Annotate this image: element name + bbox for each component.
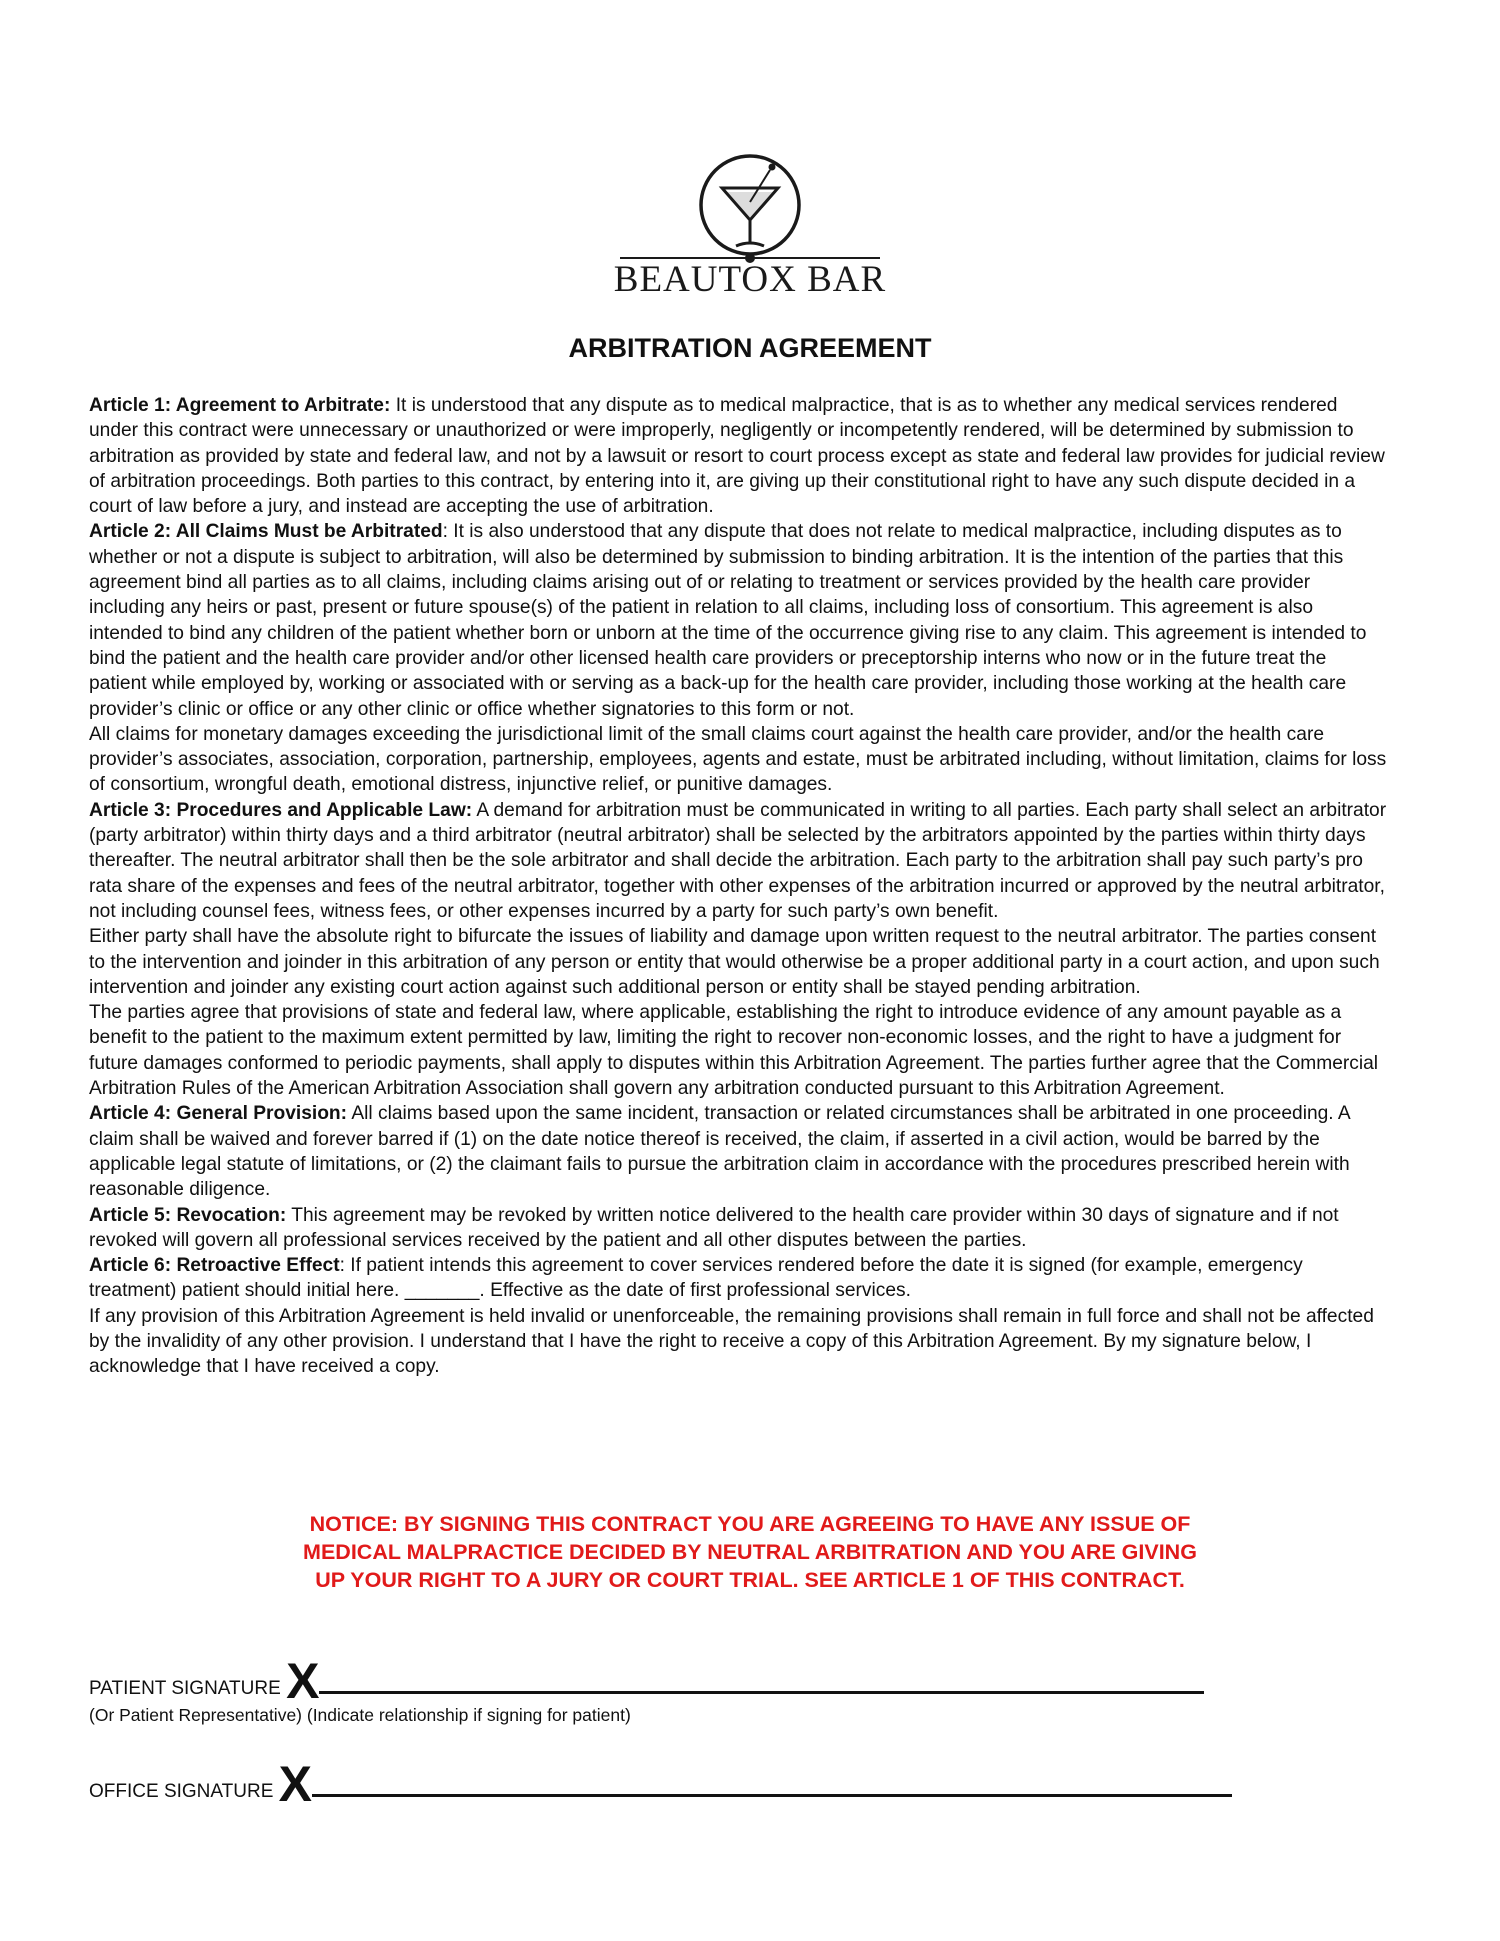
article-6 <box>89 1253 1389 1304</box>
office-signature-row <box>89 1755 1232 1813</box>
arbitration-notice <box>0 1510 1500 1594</box>
article-3-text: A demand for arbitration must be communicated in writing to all parties. Each party shall select an arbitrator (party arbitrator) within thirty days and a third arbitrator (neutral arbitrator) shall be selected by the arbitrators appointed by the parties within thirty days thereafter. The neutral arbitrator shall then be the sole arbitrator and shall decide the arbitration. Each party to the arbitration shall pay such party’s pro rata share of the expenses and fees of the neutral arbitrator, together with other expenses of the arbitration incurred or approved by the neutral arbitrator, not including counsel fees, witness fees, or other expenses incurred by a party for such party’s own benefit. <box>89 799 1387 922</box>
patient-signature-line[interactable] <box>319 1690 1204 1694</box>
article-2-paragraph-2: All claims for monetary damages exceeding the jurisdictional limit of the small claims court against the health care provider, and/or the health care provider’s associates, association, corporation, partnership, employees, agents and estate, must be arbitrated including, without limitation, claims for loss of consortium, wrongful death, emotional distress, injunctive relief, or punitive damages. <box>89 723 1387 796</box>
article-2-text: : It is also understood that any dispute that does not relate to medical malpractice, including disputes as to whether or not a dispute is subject to arbitration, will also be determined by submission to binding arbitration. It is the intention of the parties that this agreement bind all parties as to all claims, including claims arising out of or relating to treatment or services provided by the health care provider including any heirs or past, present or future spouse(s) of the patient in relation to all claims, including loss of consortium. This agreement is also intended to bind any children of the patient whether born or unborn at the time of the occurrence giving rise to any claim. This agreement is intended to bind the patient and the health care provider and/or other licensed health care providers or preceptorship interns who now or in the future treat the patient while employed by, working or associated with or serving as a back-up for the health care provider, including those working at the health care provider’s clinic or office or any other clinic or office whether signatories to this form or not. <box>89 521 1367 720</box>
notice-line-3: UP YOUR RIGHT TO A JURY OR COURT TRIAL. SEE ARTICLE 1 OF THIS CONTRACT. <box>315 1568 1185 1592</box>
article-4 <box>89 1101 1389 1202</box>
patient-signature-label: PATIENT SIGNATURE <box>89 1678 287 1699</box>
article-2 <box>89 519 1389 721</box>
patient-signature-note: (Or Patient Representative) (Indicate relationship if signing for patient) <box>89 1705 631 1725</box>
article-3 <box>89 798 1389 924</box>
article-1-text: It is understood that any dispute as to medical malpractice, that is as to whether any medical services rendered under this contract were unnecessary or unauthorized or were improperly, negligently or incompetently rendered, will be determined by submission to arbitration as provided by state and federal law, and not by a lawsuit or resort to court process except as state and federal law provides for judicial review of arbitration proceedings. Both parties to this contract, by entering into it, are giving up their constitutional right to have any such dispute decided in a court of law before a jury, and instead are accepting the use of arbitration. <box>89 395 1385 518</box>
patient-signature-mark: X <box>286 1653 320 1709</box>
article-5 <box>89 1203 1389 1254</box>
document-title: ARBITRATION AGREEMENT <box>568 333 932 363</box>
notice-line-1: NOTICE: BY SIGNING THIS CONTRACT YOU ARE AGREEING TO HAVE ANY ISSUE OF <box>309 1512 1191 1536</box>
article-2-heading: Article 2: All Claims Must be Arbitrated <box>89 521 443 543</box>
logo-text: BEAUTOX BAR <box>613 259 887 300</box>
article-5-heading: Article 5: Revocation: <box>89 1204 287 1226</box>
agreement-body <box>89 393 1389 1380</box>
notice-line-2: MEDICAL MALPRACTICE DECIDED BY NEUTRAL ARBITRATION AND YOU ARE GIVING <box>303 1540 1197 1564</box>
office-signature-mark: X <box>278 1756 313 1812</box>
article-6-text: : If patient intends this agreement to cover services rendered before the date it is signed (for example, emergency treatment) patient should initial here. _______. Effective as the date of first professional services. <box>89 1255 1303 1302</box>
office-signature-label: OFFICE SIGNATURE <box>89 1781 279 1802</box>
office-signature-line[interactable] <box>312 1793 1232 1797</box>
article-1 <box>89 393 1389 519</box>
article-3-paragraph-2: Either party shall have the absolute right to bifurcate the issues of liability and damage upon written request to the neutral arbitrator. The parties consent to the intervention and joinder in this arbitration of any person or entity that would otherwise be a proper additional party in a court action, and upon such intervention and joinder any existing court action against such additional person or entity shall be stayed pending arbitration. <box>89 926 1380 998</box>
article-1-heading: Article 1: Agreement to Arbitrate: <box>89 395 391 416</box>
patient-signature-row <box>89 1652 1204 1710</box>
article-3-paragraph-3: The parties agree that provisions of state and federal law, where applicable, establishing the right to introduce evidence of any amount payable as a benefit to the patient to the maximum extent permitted by law, limiting the right to recover non-economic losses, and the right to have a judgment for future damages conformed to periodic payments, shall apply to disputes within this Arbitration Agreement. The parties further agree that the Commercial Arbitration Rules of the American Arbitration Association shall govern any arbitration conducted pursuant to this Arbitration Agreement. <box>89 1002 1379 1100</box>
article-5-text: This agreement may be revoked by written notice delivered to the health care provider within 30 days of signature and if not revoked will govern all professional services received by the patient and all other disputes between the parties. <box>89 1204 1339 1251</box>
article-6-heading: Article 6: Retroactive Effect <box>89 1255 340 1277</box>
article-4-text: All claims based upon the same incident, transaction or related circumstances shall be arbitrated in one proceeding. A claim shall be waived and forever barred if (1) on the date notice thereof is received, the claim, if asserted in a civil action, would be barred by the applicable legal statute of limitations, or (2) the claimant fails to pursue the arbitration claim in accordance with the procedures prescribed herein with reasonable diligence. <box>89 1103 1350 1201</box>
article-4-heading: Article 4: General Provision: <box>89 1103 348 1125</box>
article-6-paragraph-2: If any provision of this Arbitration Agreement is held invalid or unenforceable, the remaining provisions shall remain in full force and shall not be affected by the invalidity of any other provision. I understand that I have the right to receive a copy of this Arbitration Agreement. By my signature below, I acknowledge that I have received a copy. <box>89 1305 1374 1378</box>
article-3-heading: Article 3: Procedures and Applicable Law: <box>89 799 473 821</box>
